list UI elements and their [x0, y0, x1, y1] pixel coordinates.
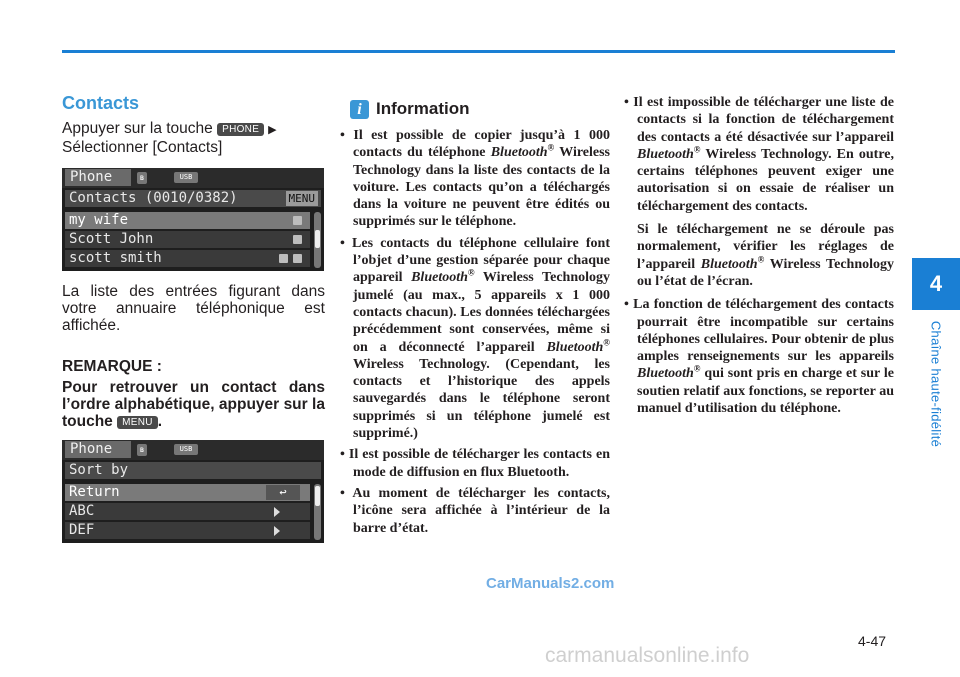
- bullet-text: • Il est impossible de télécharger une liste de contacts si la fonction de téléchargement des contacts a été désactivée sur l’appareil: [624, 95, 894, 145]
- return-label: Return: [69, 484, 120, 500]
- remark-text: Pour retrouver un contact dans l’ordre alphabétique, appuyer sur la touche: [62, 379, 325, 430]
- info-bullet: [340, 235, 610, 443]
- info-bullet: • Au moment de télécharger les contacts, l’icône sera affichée à l’intérieur de la barre d’état.: [340, 485, 610, 536]
- chapter-number: 4: [929, 271, 943, 296]
- description-paragraph: La liste des entrées figurant dans votre annuaire téléphonique est affichée.: [62, 283, 325, 334]
- bullet-text: Si le téléchargement ne se déroule pas normalement, vérifier les réglages de l’appareil: [637, 222, 894, 272]
- screen-title: Phone: [65, 169, 131, 186]
- top-rule: [62, 50, 895, 53]
- info-icon: i: [350, 100, 369, 119]
- sort-by-row: [65, 462, 321, 479]
- sort-option-label: ABC: [69, 503, 95, 519]
- registered-mark: ®: [693, 363, 701, 374]
- contacts-screen: [62, 168, 324, 271]
- info-sub-paragraph: [624, 221, 894, 290]
- bullet-text: • Les contacts du téléphone cellulaire font l’objet d’une gestion séparée pour chaque appareil: [340, 235, 610, 286]
- bullet-text: Wireless Technology dans la liste des contacts de la voiture. Les contacts qu’on a téléchargés dans la voiture ne peuvent être édités ou supprimés sur le téléphone.: [353, 145, 611, 230]
- section-heading: Contacts: [62, 93, 140, 113]
- sort-option-label: DEF: [69, 522, 95, 538]
- bluetooth-icon: ʙ: [137, 172, 147, 184]
- registered-mark: ®: [547, 142, 555, 153]
- contact-name: Scott John: [69, 231, 154, 247]
- chevron-right-icon: [274, 507, 280, 517]
- bullet-text: Wireless Technology ou l’état de l’écran.: [637, 256, 895, 289]
- registered-mark: ®: [467, 267, 475, 278]
- bullet-text: qui sont pris en charge et sur le soutien relatif aux fonctions, se reporter au manuel d’utilisation du téléphone.: [637, 366, 894, 417]
- screen-title: Phone: [65, 441, 131, 458]
- intro-select-text: Sélectionner [Contacts]: [62, 139, 223, 156]
- info-bullet: • Il est possible de télécharger les contacts en mode de diffusion en flux Bluetooth.: [340, 447, 610, 480]
- bullet-text: Wireless Technology. En outre, certains téléphones peuvent exiger une autorisation si on essaie de réaliser un téléchargement des contacts.: [637, 146, 894, 214]
- phone-type-icon: [293, 235, 302, 244]
- info-bullet: [624, 94, 894, 215]
- watermark-footer: carmanualsonline.info: [545, 644, 750, 667]
- remark-end: .: [157, 413, 163, 430]
- contact-row[interactable]: [65, 212, 310, 229]
- contact-row[interactable]: [65, 231, 310, 248]
- remark-paragraph: [62, 379, 325, 430]
- bullet-text: Wireless Technology. (Cependant, les contacts et l’historique des appels sauvegardés dans le téléphone seront supprimés si un téléphone jumelé est supprimé.): [353, 356, 610, 442]
- registered-mark: ®: [693, 144, 701, 155]
- brand-text: Bluetooth: [700, 256, 758, 272]
- menu-tag: MENU: [286, 191, 319, 206]
- scrollbar[interactable]: [314, 484, 321, 540]
- info-title: Information: [376, 99, 470, 118]
- scrollbar-thumb[interactable]: [315, 230, 320, 248]
- arrow-right-icon: ▶: [268, 124, 277, 136]
- brand-text: Bluetooth: [546, 339, 604, 355]
- scrollbar-thumb[interactable]: [315, 486, 320, 506]
- usb-icon: USB: [174, 172, 198, 183]
- chapter-title: Chaîne haute-fidélité: [928, 320, 944, 448]
- watermark-center: CarManuals2.com: [486, 575, 615, 592]
- usb-icon: USB: [174, 444, 198, 455]
- phone-key-badge: PHONE: [217, 123, 264, 136]
- screen-header: [62, 168, 324, 188]
- remark-label: REMARQUE :: [62, 358, 162, 375]
- brand-text: Bluetooth: [490, 145, 548, 161]
- contact-name: scott smith: [69, 250, 162, 266]
- return-icon[interactable]: ↩: [266, 485, 300, 500]
- sort-screen: [62, 440, 324, 543]
- bullet-text: • Il est possible de copier jusqu’à 1 000 contacts du téléphone: [340, 128, 610, 161]
- registered-mark: ®: [757, 254, 765, 265]
- return-row[interactable]: [65, 484, 310, 501]
- chapter-tab: [912, 258, 960, 310]
- contacts-count-row: [65, 190, 321, 207]
- home-type-icon: [279, 254, 288, 263]
- contact-row[interactable]: [65, 250, 310, 267]
- sort-option-row[interactable]: [65, 503, 310, 520]
- page-number: 4-47: [858, 633, 887, 649]
- brand-text: Bluetooth: [637, 146, 694, 162]
- intro-paragraph: [62, 120, 325, 156]
- phone-type-icon: [293, 254, 302, 263]
- sort-by-label: Sort by: [69, 462, 129, 478]
- contact-name: my wife: [69, 212, 129, 228]
- sort-option-row[interactable]: [65, 522, 310, 539]
- phone-type-icon: [293, 216, 302, 225]
- info-bullet: [340, 127, 610, 231]
- contacts-count-label: Contacts (0010/0382): [69, 190, 238, 206]
- info-bullet: [624, 296, 894, 417]
- bullet-text: Wireless Technology jumelé (au max., 5 appareils x 1 000 contacts chacun). Les données téléchargées précédemment sont conservées, même si on a déconnecté l’appareil: [353, 270, 610, 355]
- bluetooth-icon: ʙ: [137, 444, 147, 456]
- bullet-text: • La fonction de téléchargement des contacts pourrait être incompatible sur certains téléphones cellulaires. Pour obtenir de plus amples renseignements sur les appareils: [624, 297, 894, 365]
- scrollbar[interactable]: [314, 212, 321, 268]
- registered-mark: ®: [603, 336, 610, 347]
- screen-header: [62, 440, 324, 460]
- menu-key-badge: MENU: [117, 416, 158, 429]
- info-column-middle: [340, 127, 610, 537]
- info-column-right: [624, 94, 894, 417]
- brand-text: Bluetooth: [411, 270, 468, 286]
- chevron-right-icon: [274, 526, 280, 536]
- intro-text: Appuyer sur la touche: [62, 120, 213, 137]
- brand-text: Bluetooth: [637, 366, 694, 382]
